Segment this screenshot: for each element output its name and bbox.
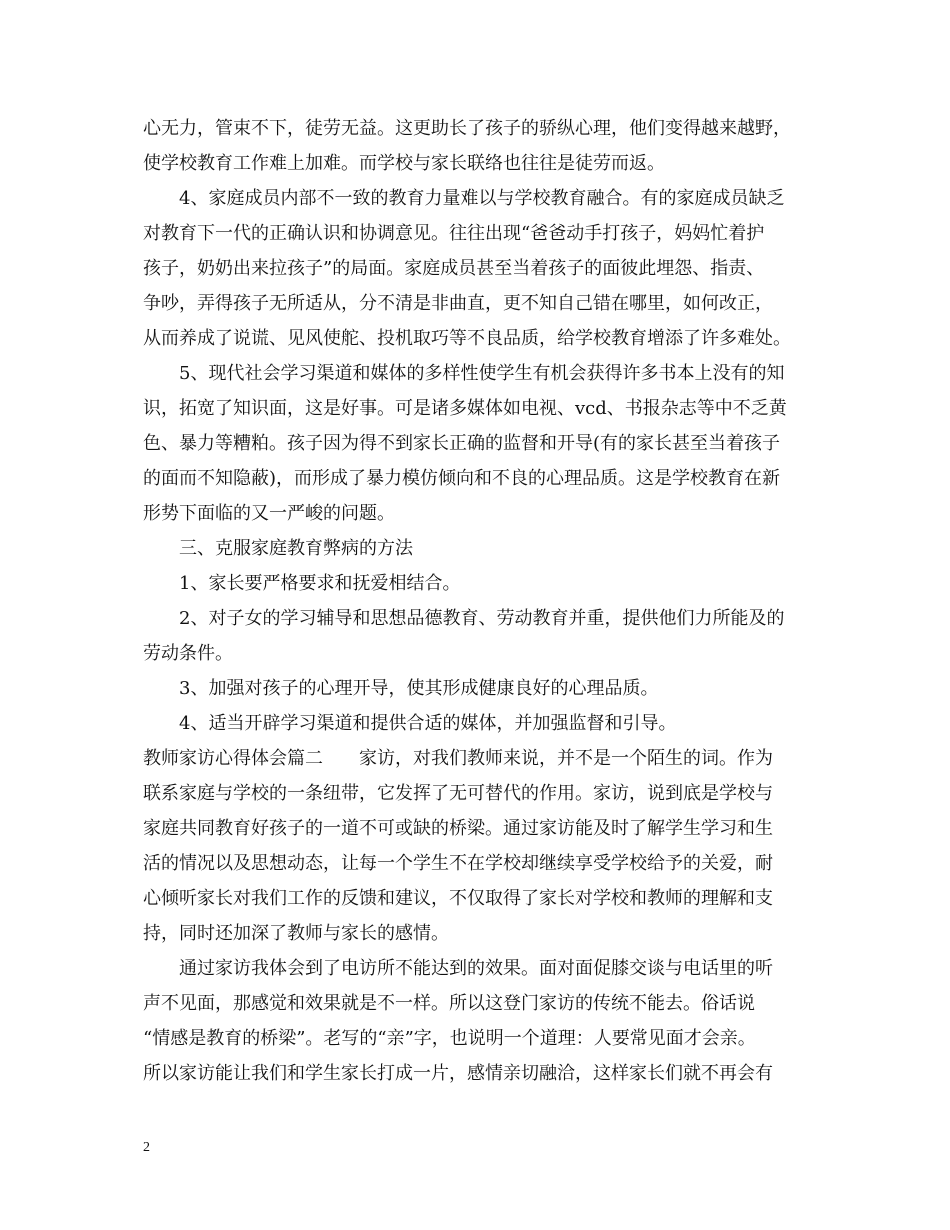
text-line: 通过家访我体会到了电访所不能达到的效果。面对面促膝交谈与电话里的听	[179, 958, 773, 979]
section-heading: 三、克服家庭教育弊病的方法	[179, 538, 413, 559]
text-line: 4、家庭成员内部不一致的教育力量难以与学校教育融合。有的家庭成员缺乏	[179, 188, 785, 209]
text-line: 色、暴力等糟粕。孩子因为得不到家长正确的监督和开导(有的家长甚至当着孩子	[143, 433, 781, 454]
text-line: 5、现代社会学习渠道和媒体的多样性使学生有机会获得许多书本上没有的知	[179, 363, 785, 384]
text-line: 持，同时还加深了教师与家长的感情。	[143, 923, 449, 944]
text-line: 心倾听家长对我们工作的反馈和建议，不仅取得了家长对学校和教师的理解和支	[143, 888, 773, 909]
text-line: 声不见面，那感觉和效果就是不一样。所以这登门家访的传统不能去。俗话说	[143, 993, 755, 1014]
text-line: “情感是教育的桥梁”。老写的“亲”字，也说明一个道理：人要常见面才会亲。	[143, 1028, 756, 1049]
text-line: 所以家访能让我们和学生家长打成一片，感情亲切融洽，这样家长们就不再会有	[143, 1063, 773, 1084]
text-line: 使学校教育工作难上加难。而学校与家长联络也往往是徒劳而返。	[143, 153, 665, 174]
text-line: 家庭共同教育好孩子的一道不可或缺的桥梁。通过家访能及时了解学生学习和生	[143, 818, 773, 839]
text-line: 3、加强对孩子的心理开导，使其形成健康良好的心理品质。	[179, 678, 659, 699]
text-line: 形势下面临的又一严峻的问题。	[143, 503, 395, 524]
text-line: 识，拓宽了知识面，这是好事。可是诸多媒体如电视、vcd、书报杂志等中不乏黄	[143, 398, 787, 419]
text-line: 教师家访心得体会篇二 家访，对我们教师来说，并不是一个陌生的词。作为	[143, 748, 773, 769]
text-line: 2、对子女的学习辅导和思想品德教育、劳动教育并重，提供他们力所能及的	[179, 608, 785, 629]
text-line: 活的情况以及思想动态，让每一个学生不在学校却继续享受学校给予的关爱，耐	[143, 853, 773, 874]
text-line: 的面而不知隐蔽)，而形成了暴力模仿倾向和不良的心理品质。这是学校教育在新	[143, 468, 781, 489]
text-line: 心无力，管束不下，徒劳无益。这更助长了孩子的骄纵心理，他们变得越来越野，	[143, 118, 791, 139]
page-number: 2	[143, 1140, 150, 1155]
text-line: 联系家庭与学校的一条纽带，它发挥了无可替代的作用。家访，说到底是学校与	[143, 783, 773, 804]
text-line: 对教育下一代的正确认识和协调意见。往往出现“爸爸动手打孩子，妈妈忙着护	[143, 223, 765, 244]
text-line: 1、家长要严格要求和抚爱相结合。	[179, 573, 461, 594]
text-line: 争吵，弄得孩子无所适从，分不清是非曲直，更不知自己错在哪里，如何改正，	[143, 293, 773, 314]
text-line: 劳动条件。	[143, 643, 233, 664]
text-line: 从而养成了说谎、见风使舵、投机取巧等不良品质，给学校教育增添了许多难处。	[143, 328, 791, 349]
text-line: 4、适当开辟学习渠道和提供合适的媒体，并加强监督和引导。	[179, 713, 677, 734]
text-line: 孩子，奶奶出来拉孩子”的局面。家庭成员甚至当着孩子的面彼此埋怨、指责、	[143, 258, 765, 279]
